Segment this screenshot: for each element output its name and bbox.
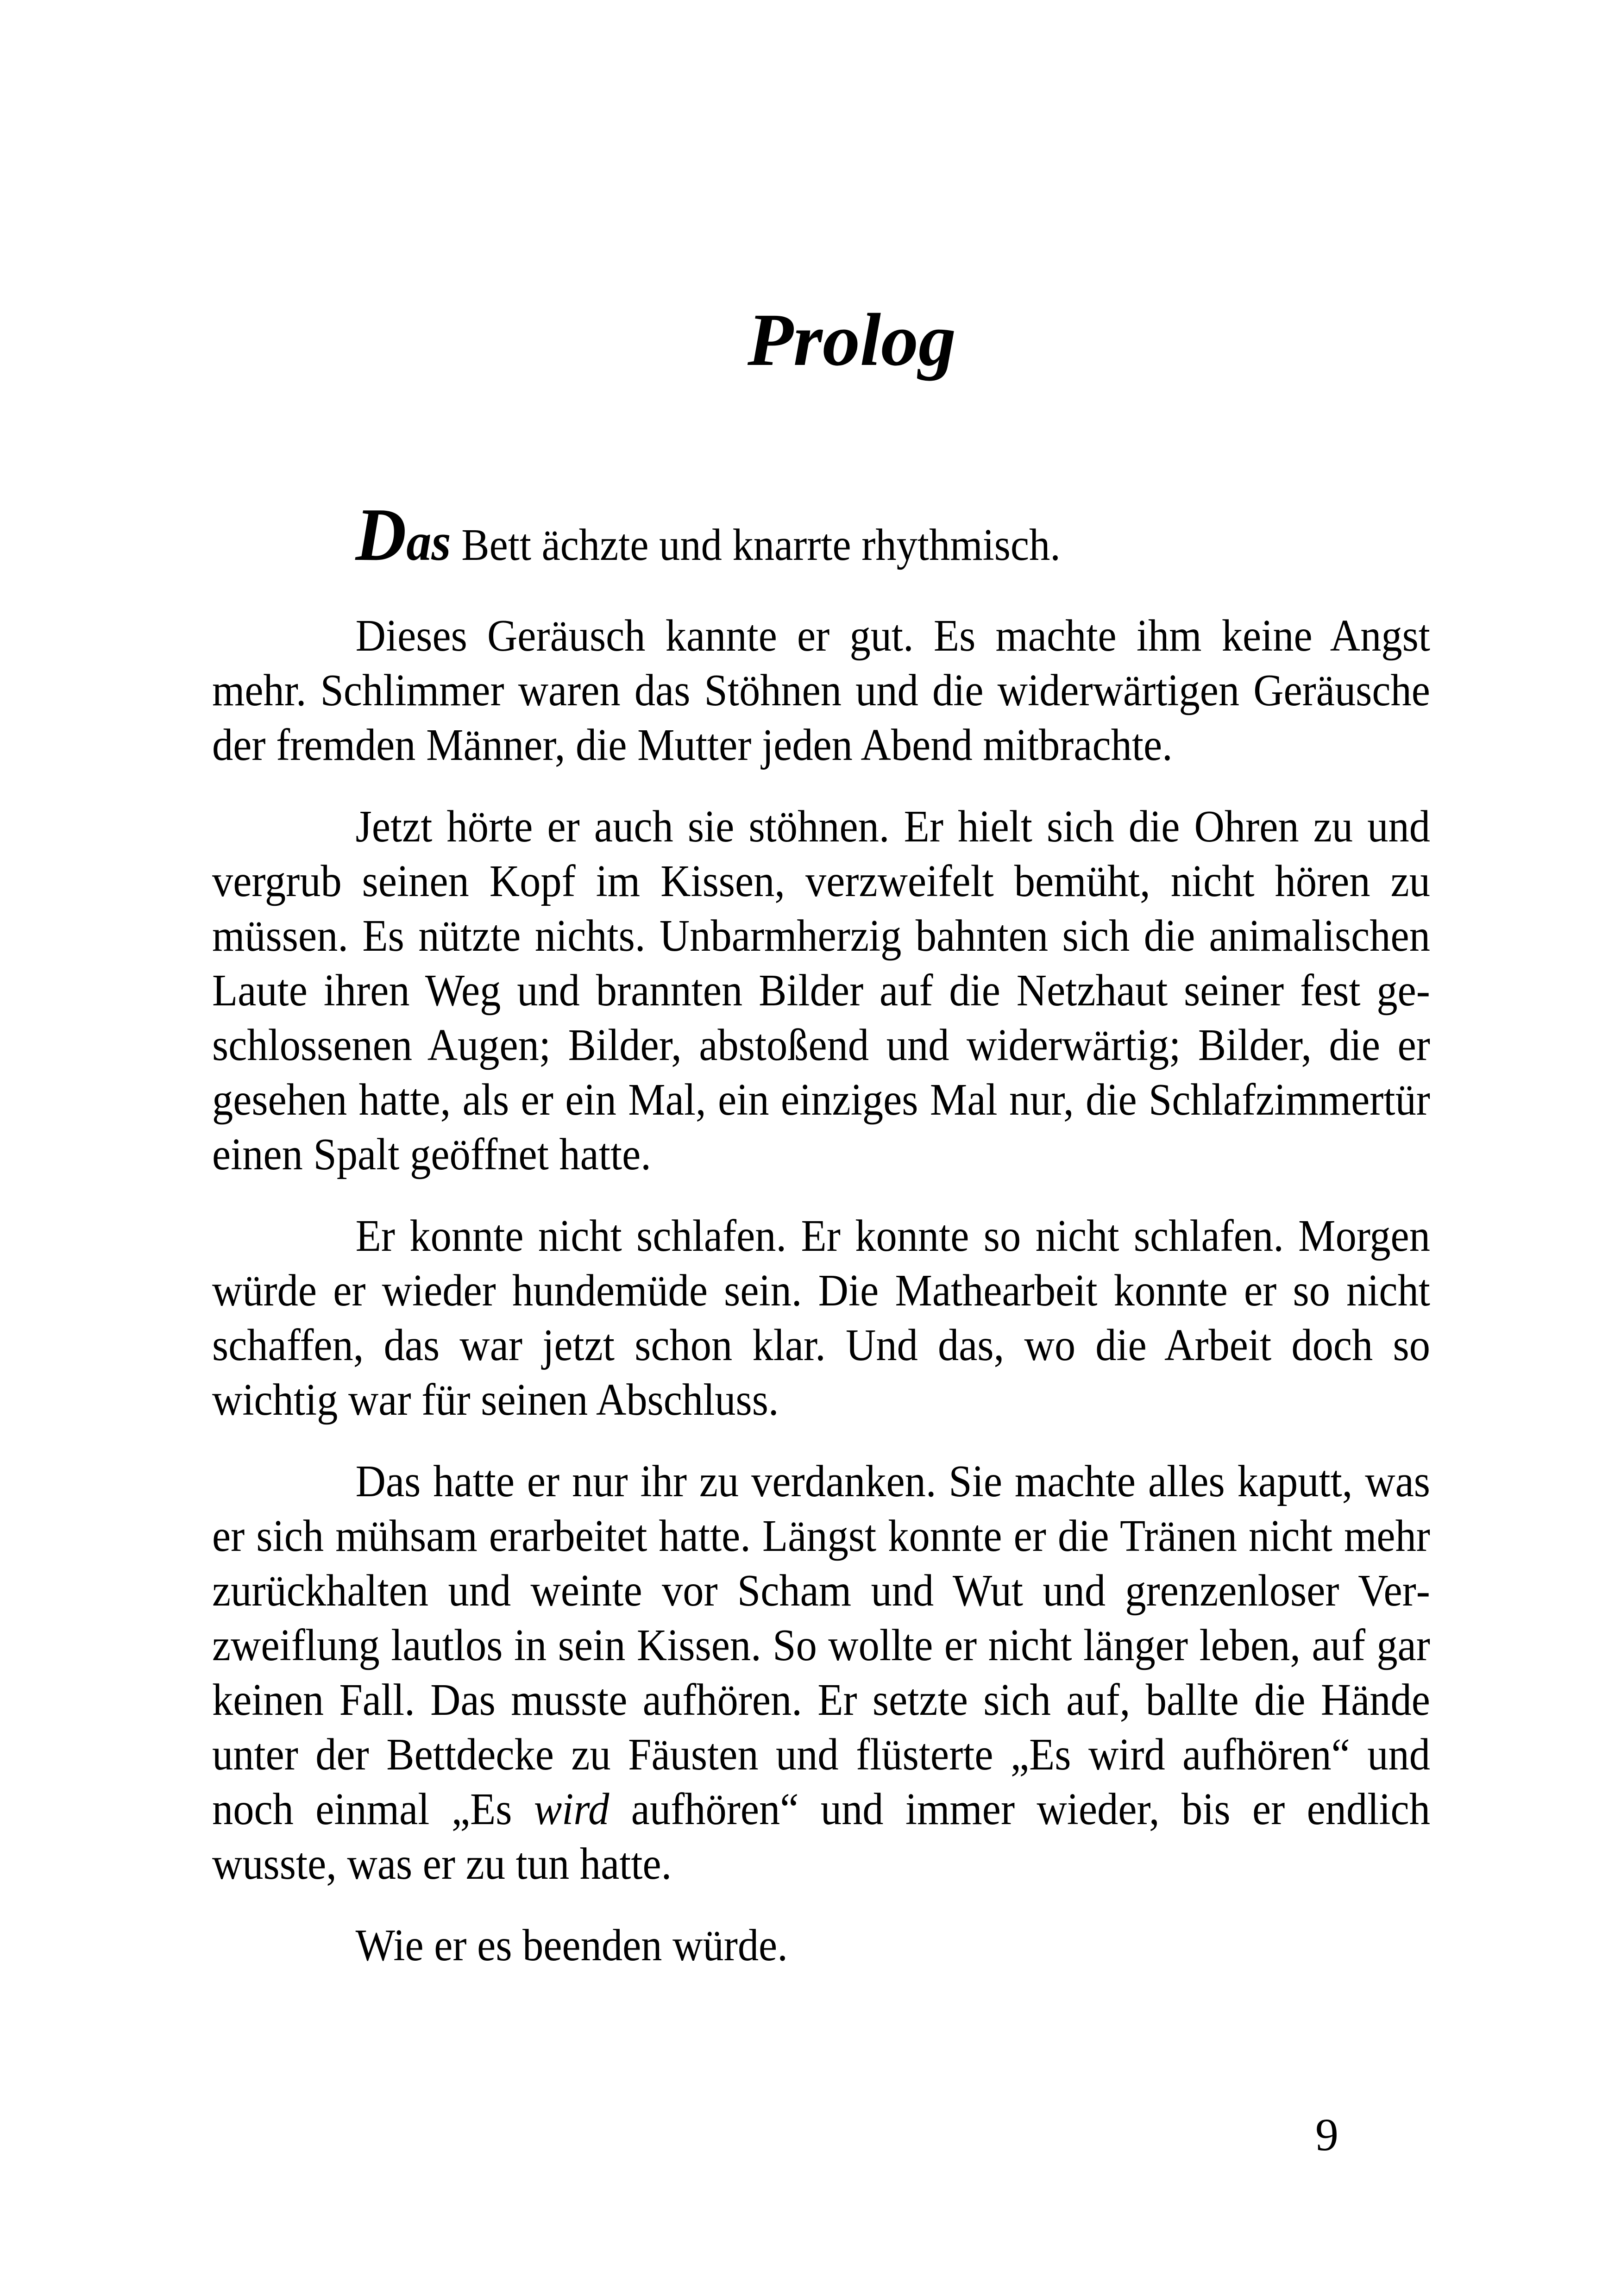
text-run: aufhören“ und immer wieder, bis er endlich wusste, was er zu tun hatte.: [212, 1784, 1430, 1888]
paragraph-2: [212, 609, 1430, 772]
paragraph-6: [212, 1918, 1430, 1973]
text-run: Bett ächzte und knarrte rhythmisch.: [451, 520, 1061, 570]
text-run: Dieses Geräusch kannte er gut. Es machte ihm keine Angst mehr. Schlimmer waren das Stöhnen und die widerwärtigen Geräusche der fremden Männer, die Mutter jeden Abend mitbrachte.: [212, 611, 1430, 770]
paragraph-4: [212, 1209, 1430, 1427]
text-run: Das hatte er nur ihr zu verdanken. Sie machte alles kaputt, was er sich mühsam erarbeitet hatte. Längst konnte er die Tränen nicht mehr zurückhalten und weinte vor Scham und Wut und grenzenloser Verzweiflung lautlos in sein Kissen. So wollte er nicht länger leben, auf gar keinen Fall. Das musste aufhören. Er setzte sich auf, ballte die Hände unter der Bettdecke zu Fäusten und flüsterte „Es wird aufhören“ und noch einmal „Es: [212, 1456, 1430, 1834]
text-run: Wie er es beenden würde.: [355, 1920, 788, 1970]
text-run: Er konnte nicht schlafen. Er konnte so nicht schlafen. Morgen würde er wieder hundemüde sein. Die Mathearbeit konnte er so nicht schaffen, das war jetzt schon klar. Und das, wo die Arbeit doch so wichtig war für seinen Abschluss.: [212, 1211, 1430, 1424]
italic-text-run: wird: [534, 1784, 609, 1834]
paragraph-3: [212, 799, 1430, 1182]
bold-italic-text-run: as: [406, 513, 451, 572]
paragraph-5: [212, 1454, 1430, 1891]
initial-text-run: D: [355, 493, 407, 577]
page-number: 9: [1315, 2109, 1338, 2160]
paragraph-1: [212, 493, 1430, 577]
chapter-title: Prolog: [747, 299, 956, 382]
text-run: Jetzt hörte er auch sie stöhnen. Er hielt sich die Ohren zu und vergrub seinen Kopf im Kissen, verzweifelt bemüht, nicht hören zu müssen. Es nützte nichts. Unbarmherzig bahnten sich die animalischen Laute ihren Weg und brannten Bilder auf die Netzhaut seiner fest geschlossenen Augen; Bilder, abstoßend und widerwärtig; Bilder, die er gesehen hatte, als er ein Mal, ein einziges Mal nur, die Schlafzimmertür einen Spalt geöffnet hatte.: [212, 802, 1430, 1179]
body-text: [212, 493, 1430, 1973]
